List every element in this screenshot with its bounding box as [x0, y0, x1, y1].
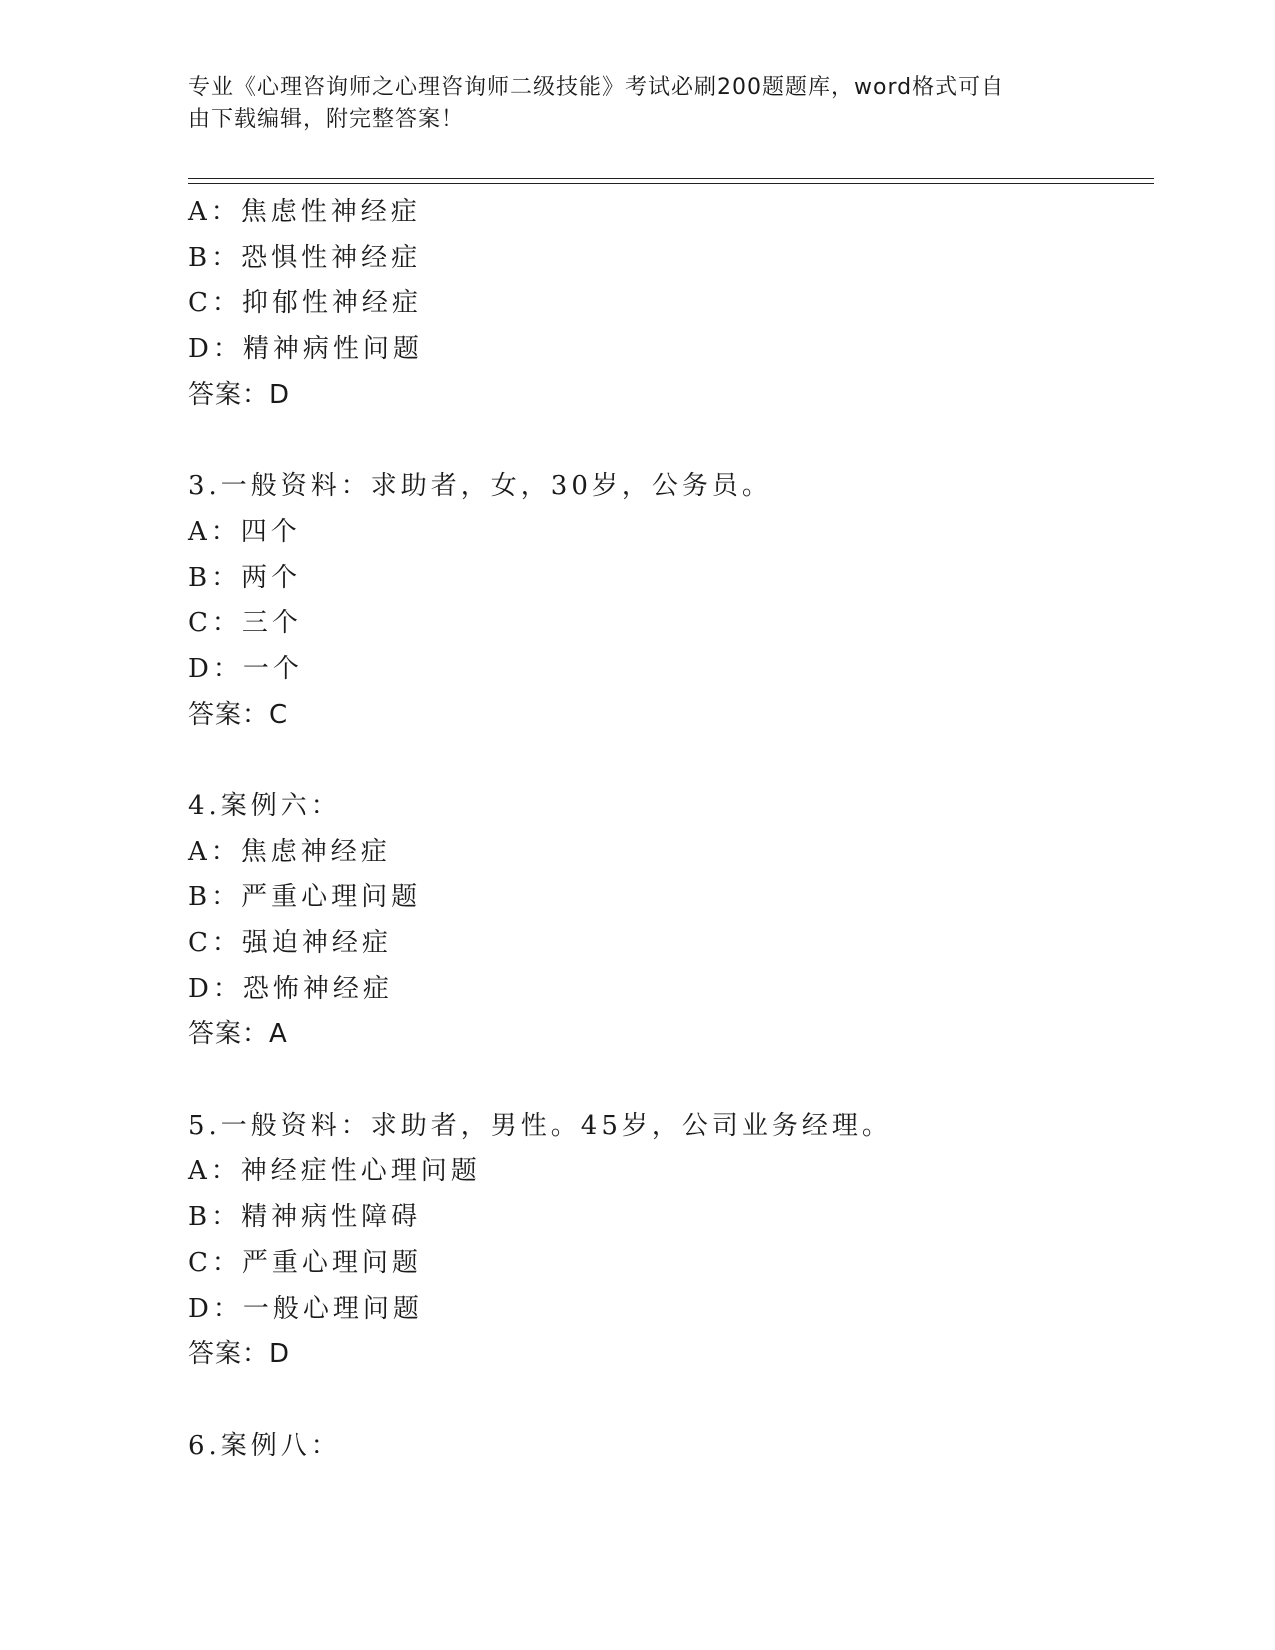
question-stem: 6.案例八：	[188, 1430, 341, 1461]
question-6	[188, 1424, 1154, 1470]
option-c: C：抑郁性神经症	[188, 288, 422, 319]
header-divider-top	[188, 178, 1154, 179]
option-d: D：精神病性问题	[188, 334, 423, 365]
spacer	[188, 738, 1154, 784]
option-b: B：两个	[188, 562, 302, 593]
question-list	[188, 190, 1154, 1469]
option-c: C：三个	[188, 608, 302, 639]
answer: 答案：A	[188, 1019, 288, 1050]
question-2	[188, 190, 1154, 418]
question-stem: 4.案例六：	[188, 790, 341, 821]
spacer	[188, 1378, 1154, 1424]
option-b: B：精神病性障碍	[188, 1202, 422, 1233]
option-a: A：神经症性心理问题	[188, 1156, 481, 1187]
option-a: A：焦虑神经症	[188, 836, 391, 867]
header-divider-bottom	[188, 183, 1154, 184]
question-3	[188, 464, 1154, 738]
header-line-2: 由下载编辑，附完整答案！	[188, 107, 465, 132]
option-a: A：焦虑性神经症	[188, 197, 421, 227]
question-4	[188, 784, 1154, 1058]
option-c: C：严重心理问题	[188, 1247, 422, 1278]
option-b: B：严重心理问题	[188, 882, 422, 913]
document-header	[188, 72, 1068, 136]
spacer	[188, 1058, 1154, 1104]
option-d: D：一般心理问题	[188, 1293, 423, 1324]
option-d: D：恐怖神经症	[188, 973, 393, 1004]
option-b: B：恐惧性神经症	[188, 242, 422, 273]
answer: 答案：C	[188, 699, 289, 730]
spacer	[188, 418, 1154, 464]
answer: 答案：D	[188, 379, 291, 410]
question-stem: 3.一般资料：求助者，女，30岁，公务员。	[188, 471, 772, 502]
question-5	[188, 1104, 1154, 1378]
option-a: A：四个	[188, 516, 301, 547]
option-d: D：一个	[188, 653, 303, 684]
question-stem: 5.一般资料：求助者，男性。45岁，公司业务经理。	[188, 1110, 892, 1141]
answer: 答案：D	[188, 1339, 291, 1370]
option-c: C：强迫神经症	[188, 928, 392, 958]
header-line-1: 专业《心理咨询师之心理咨询师二级技能》考试必刷200题题库，word格式可自	[188, 75, 1005, 100]
